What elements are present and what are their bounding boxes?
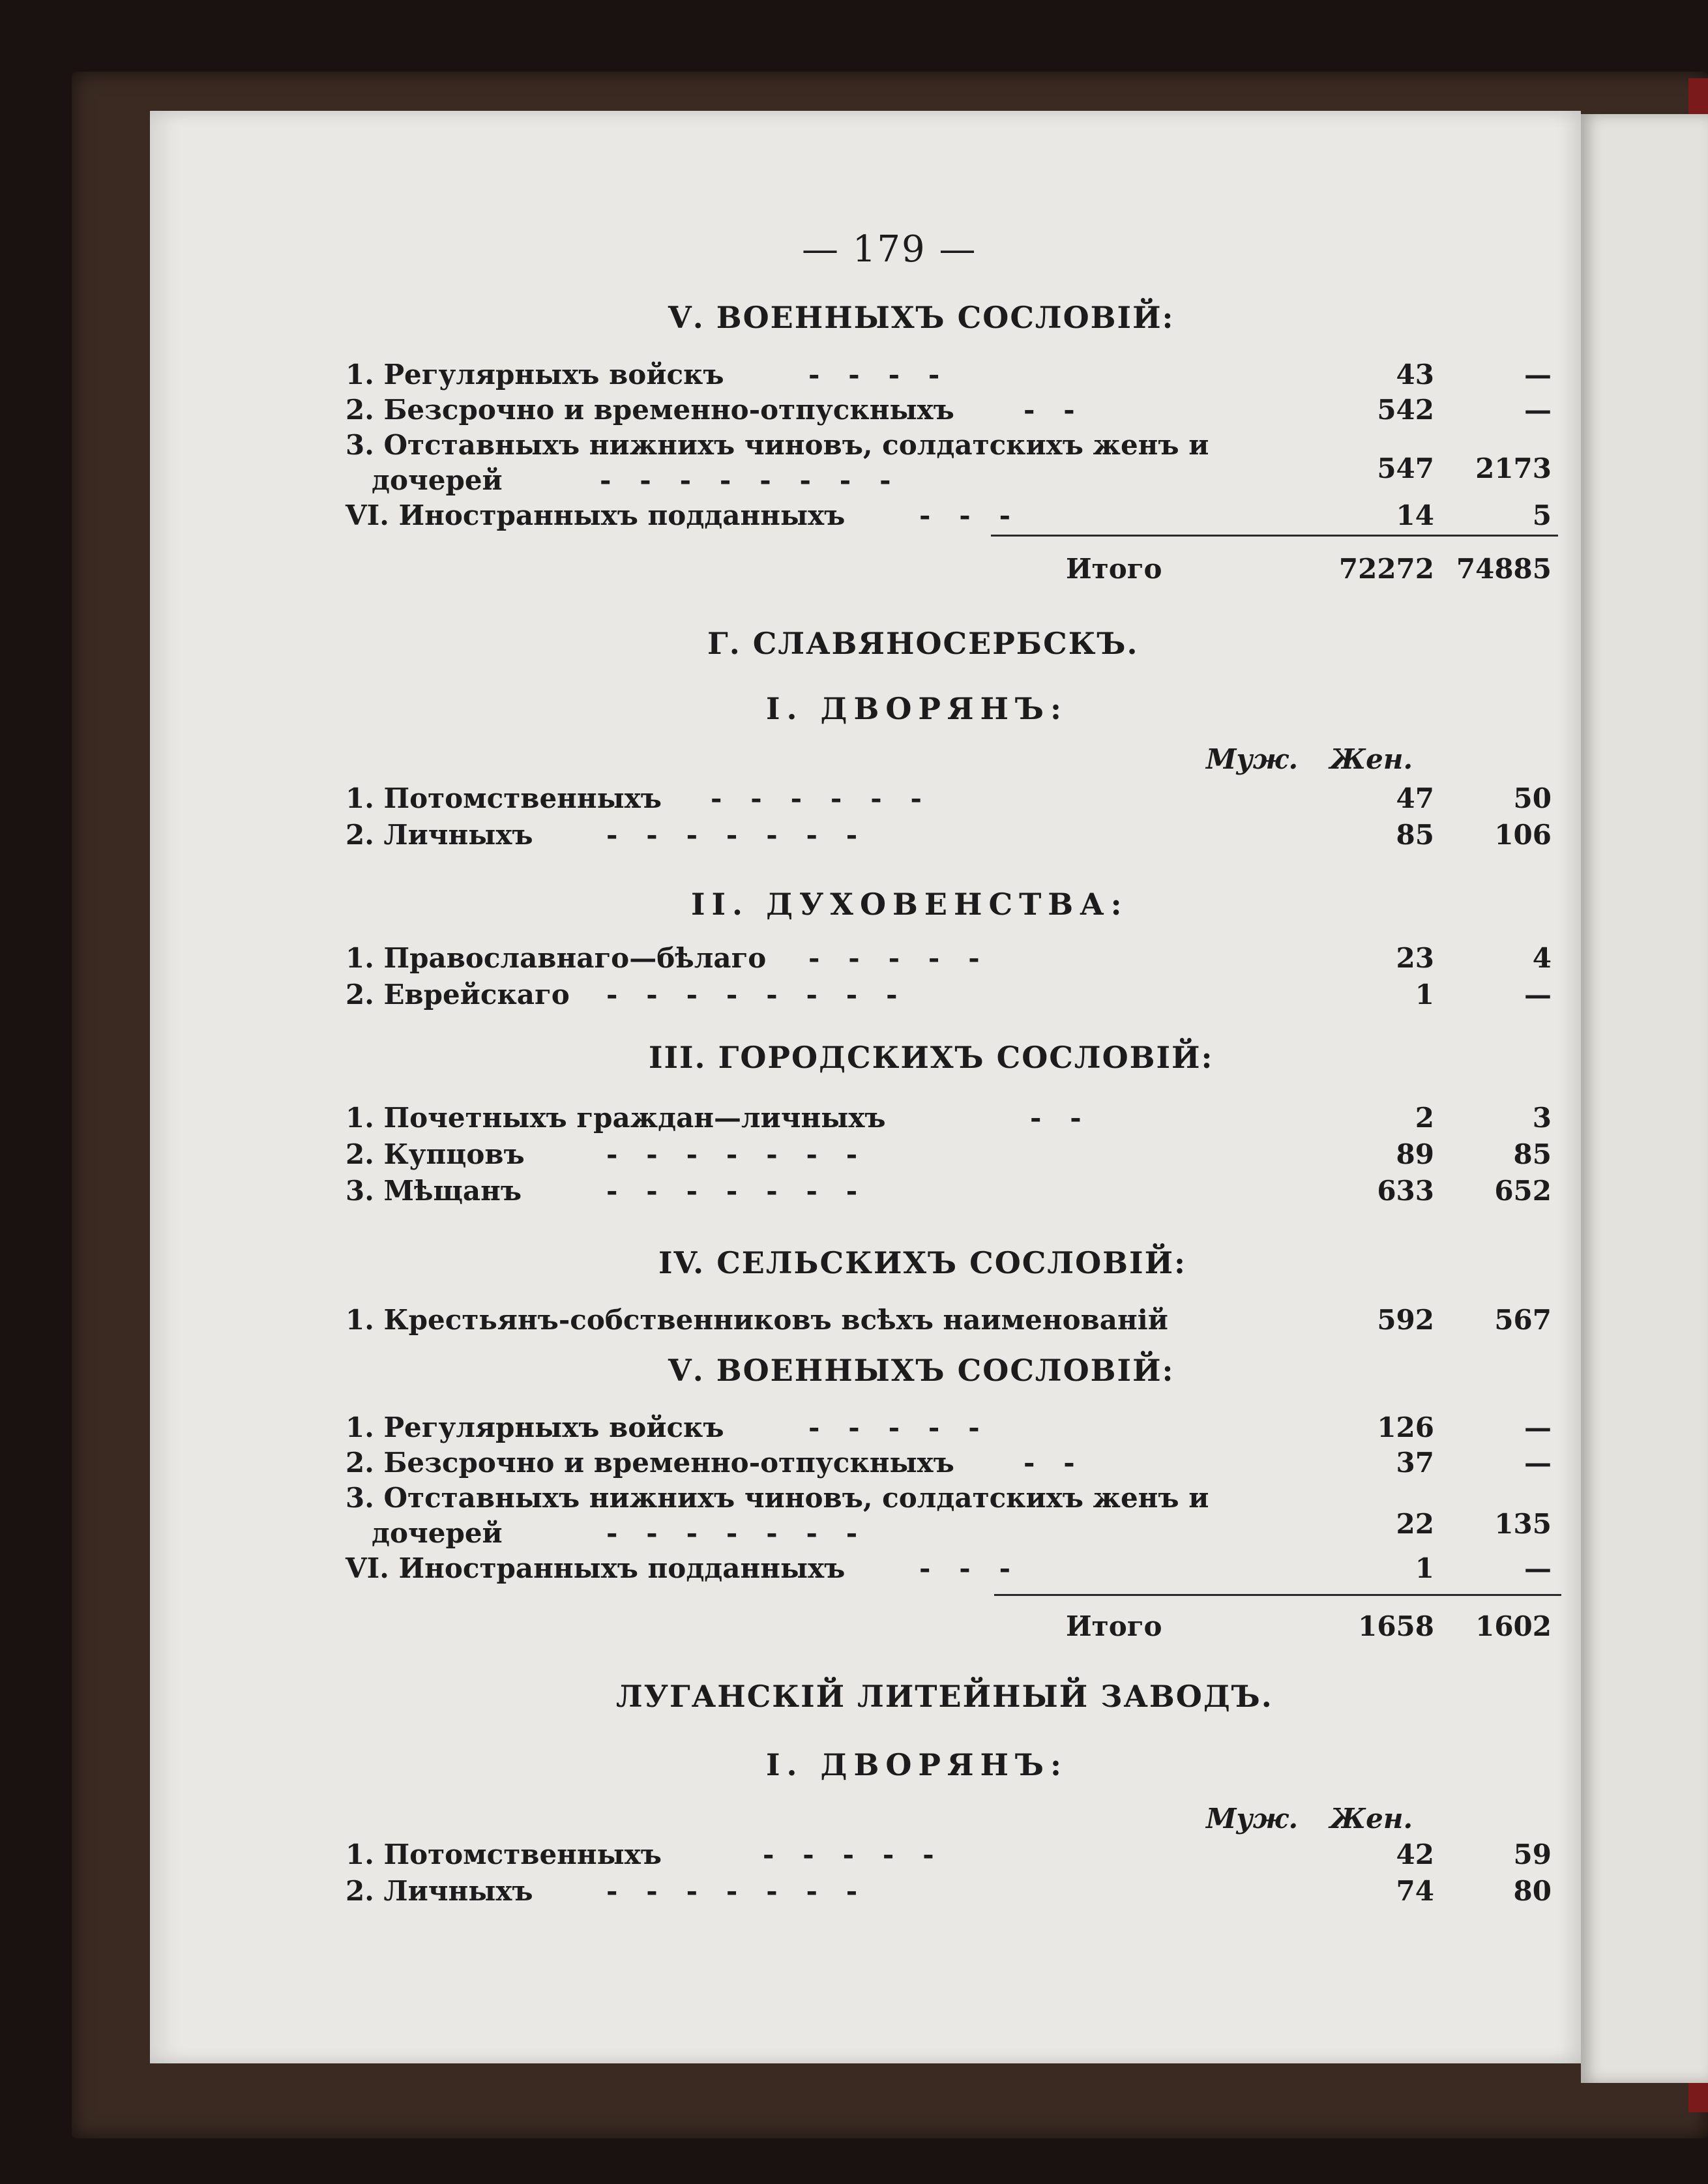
value-male: 126: [1377, 1411, 1434, 1443]
value-female: —: [1524, 394, 1552, 426]
row-label: 3. Отставныхъ нижнихъ чиновъ, солдатскихъ женъ и: [346, 1482, 1209, 1514]
section-heading: I. ДВОРЯНЪ:: [766, 1747, 1068, 1782]
table-row: [150, 1875, 1581, 1911]
leader-dashes: - - - - - - -: [606, 1517, 858, 1549]
value-male: 23: [1396, 942, 1434, 974]
value-female: —: [1524, 1411, 1552, 1443]
value-female: 85: [1513, 1138, 1552, 1170]
book-page: [150, 111, 1581, 2063]
column-header-male: Муж.: [1206, 1803, 1299, 1835]
table-row: [150, 1552, 1581, 1589]
row-label: 1. Регулярныхъ войскъ: [346, 359, 724, 391]
value-male: 42: [1396, 1838, 1434, 1870]
total-row: [150, 553, 1581, 589]
value-male: 592: [1377, 1304, 1434, 1336]
section-heading: Ⅴ. ВОЕННЫХЪ СОСЛОВІЙ:: [668, 1353, 1175, 1388]
column-header-male: Муж.: [1206, 743, 1299, 775]
leader-dashes: - -: [1030, 1102, 1082, 1134]
value-female: 652: [1494, 1175, 1552, 1207]
table-row: [150, 1175, 1581, 1211]
row-label: 3. Отставныхъ нижнихъ чиновъ, солдатскихъ женъ и: [346, 429, 1209, 461]
row-label: 1. Потомственныхъ: [346, 782, 662, 814]
leader-dashes: - - -: [919, 499, 1011, 531]
value-male: 85: [1396, 819, 1434, 851]
row-label: 1. Крестьянъ-собственниковъ всѣхъ наименованій: [346, 1304, 1168, 1336]
row-label: 2. Купцовъ: [346, 1138, 525, 1170]
table-row: [150, 1508, 1581, 1554]
value-male: 22: [1396, 1508, 1434, 1540]
leader-dashes: - - - - - - - -: [600, 464, 891, 496]
page-number: — 179 —: [802, 228, 977, 271]
row-label: 1. Православнаго—бѣлаго: [346, 942, 767, 974]
total-label: Итого: [1066, 553, 1162, 585]
row-label: 2. Безсрочно и временно-отпускныхъ: [346, 394, 954, 426]
table-row: [150, 1102, 1581, 1138]
value-male: 542: [1377, 394, 1434, 426]
value-male: 14: [1396, 499, 1434, 531]
district-heading: ЛУГАНСКІЙ ЛИТЕЙНЫЙ ЗАВОДЪ.: [616, 1679, 1273, 1714]
value-male: 1: [1415, 979, 1434, 1011]
row-label: 1. Почетныхъ граждан—личныхъ: [346, 1102, 886, 1134]
total-male: 1658: [1358, 1610, 1434, 1642]
leader-dashes: - - - - -: [808, 942, 980, 974]
value-male: 547: [1377, 452, 1434, 484]
value-female: 106: [1494, 819, 1552, 851]
table-row: [150, 942, 1581, 979]
section-heading: Ⅴ. ВОЕННЫХЪ СОСЛОВІЙ:: [668, 300, 1175, 335]
table-row: [150, 394, 1581, 430]
column-header-female: Жен.: [1330, 1803, 1413, 1835]
value-female: 80: [1513, 1875, 1552, 1907]
table-row: [150, 979, 1581, 1015]
table-row: [150, 1304, 1581, 1340]
total-male: 72272: [1338, 553, 1434, 585]
value-female: —: [1524, 979, 1552, 1011]
total-female: 1602: [1475, 1610, 1552, 1642]
value-female: —: [1524, 359, 1552, 391]
value-female: 50: [1513, 782, 1552, 814]
total-female: 74885: [1456, 553, 1552, 585]
table-row: [150, 499, 1581, 536]
table-row: [150, 819, 1581, 855]
leader-dashes: - - - - - -: [711, 782, 922, 814]
leader-dashes: - - - - - - -: [606, 1138, 858, 1170]
total-rule: [991, 535, 1558, 537]
value-male: 89: [1396, 1138, 1434, 1170]
section-heading: I. ДВОРЯНЪ:: [766, 691, 1068, 726]
value-female: 2173: [1475, 452, 1552, 484]
section-heading: IV. СЕЛЬСКИХЪ СОСЛОВІЙ:: [658, 1245, 1187, 1280]
row-label: 2. Еврейскаго: [346, 979, 570, 1011]
value-male: 47: [1396, 782, 1434, 814]
value-male: 74: [1396, 1875, 1434, 1907]
table-row: [150, 1838, 1581, 1875]
column-header-female: Жен.: [1330, 743, 1413, 775]
total-label: Итого: [1066, 1610, 1162, 1642]
row-label: 1. Регулярныхъ войскъ: [346, 1411, 724, 1443]
leader-dashes: - -: [1023, 394, 1075, 426]
table-row: [150, 1411, 1581, 1448]
row-label: 2. Личныхъ: [346, 1875, 533, 1907]
table-row: [150, 452, 1581, 501]
row-label: дочерей: [372, 464, 503, 496]
value-female: —: [1524, 1552, 1552, 1584]
row-label: VI. Иностранныхъ подданныхъ: [346, 499, 846, 531]
leader-dashes: - - - - - - - -: [606, 979, 898, 1011]
value-female: 5: [1532, 499, 1552, 531]
table-row: [150, 359, 1581, 395]
value-female: 567: [1494, 1304, 1552, 1336]
leader-dashes: - - - - -: [808, 1411, 980, 1443]
section-heading: III. ГОРОДСКИХЪ СОСЛОВІЙ:: [649, 1040, 1214, 1075]
value-female: 59: [1513, 1838, 1552, 1870]
row-label: VI. Иностранныхъ подданныхъ: [346, 1552, 846, 1584]
leader-dashes: - - - - -: [763, 1838, 934, 1870]
leader-dashes: - - -: [919, 1552, 1011, 1584]
value-female: —: [1524, 1447, 1552, 1479]
district-heading: Г. СЛАВЯНОСЕРБСКЪ.: [707, 626, 1139, 661]
table-row: [150, 1447, 1581, 1483]
row-label: 2. Личныхъ: [346, 819, 533, 851]
value-male: 2: [1415, 1102, 1434, 1134]
value-female: 4: [1532, 942, 1552, 974]
facing-page-edge: [1581, 114, 1708, 2083]
row-label: 3. Мѣщанъ: [346, 1175, 522, 1207]
value-male: 43: [1396, 359, 1434, 391]
value-female: 3: [1532, 1102, 1552, 1134]
row-label: дочерей: [372, 1517, 503, 1549]
value-female: 135: [1494, 1508, 1552, 1540]
row-label: 1. Потомственныхъ: [346, 1838, 662, 1870]
leader-dashes: - - - -: [808, 359, 940, 391]
total-rule: [994, 1594, 1561, 1596]
row-label: 2. Безсрочно и временно-отпускныхъ: [346, 1447, 954, 1479]
total-row: [150, 1610, 1581, 1647]
value-male: 37: [1396, 1447, 1434, 1479]
table-row: [150, 1138, 1581, 1175]
value-male: 1: [1415, 1552, 1434, 1584]
leader-dashes: - - - - - - -: [606, 1175, 858, 1207]
section-heading: II. ДУХОВЕНСТВА:: [691, 887, 1128, 922]
table-row: [150, 782, 1581, 819]
leader-dashes: - -: [1023, 1447, 1075, 1479]
leader-dashes: - - - - - - -: [606, 1875, 858, 1907]
value-male: 633: [1377, 1175, 1434, 1207]
leader-dashes: - - - - - - -: [606, 819, 858, 851]
